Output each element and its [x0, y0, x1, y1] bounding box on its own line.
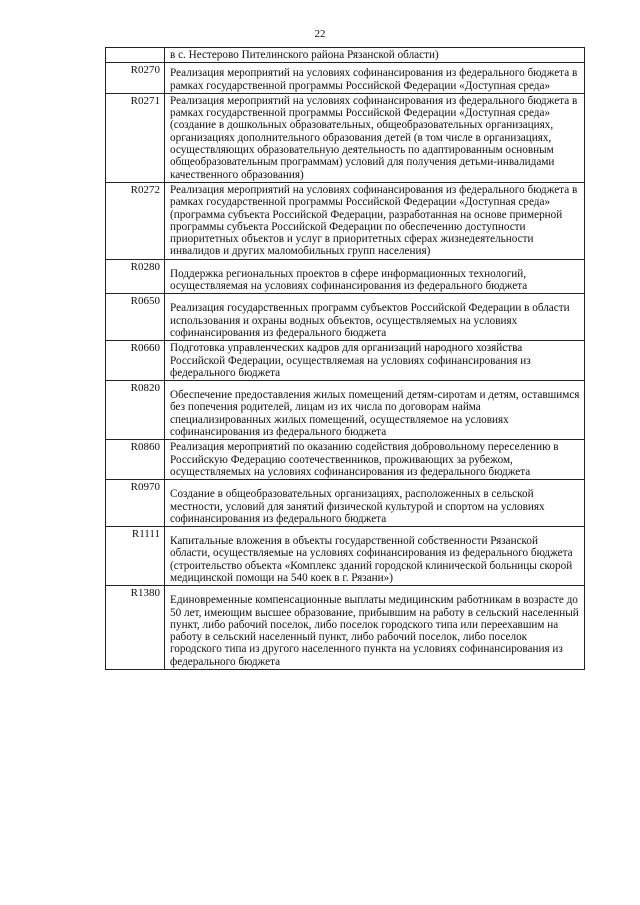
- row-code: R0970: [106, 480, 165, 527]
- table-row: [106, 440, 585, 480]
- table-row: [106, 341, 585, 381]
- row-description: Реализация государственных программ субъектов Российской Федерации в области использования и охраны водных объектов, осуществляемых на условиях софинансирования из федерального бюджета: [165, 294, 585, 341]
- row-code: R0660: [106, 341, 165, 381]
- row-description: Капитальные вложения в объекты государственной собственности Рязанской области, осуществляемые на условиях софинансирования из федерального бюджета (строительство объекта «Комплекс зданий городской клинической больницы скорой медицинской помощи на 540 коек в г. Рязани»): [165, 527, 585, 586]
- row-code: R0270: [106, 63, 165, 94]
- row-description: Реализация мероприятий на условиях софинансирования из федерального бюджета в рамках государственной программы Российской Федерации «Доступная среда» (программа субъекта Российской Федерации, разработанная на основе примерной программы субъекта Российской Федерации по обеспечению доступности приоритетных объектов и услуг в приоритетных сферах жизнедеятельности инвалидов и других маломобильных групп населения): [165, 182, 585, 259]
- row-code: R0280: [106, 259, 165, 294]
- row-description: Реализация мероприятий по оказанию содействия добровольному переселению в Российскую Федерацию соотечественников, проживающих за рубежом, осуществляемых на условиях софинансирования из федерального бюджета: [165, 440, 585, 480]
- row-code: R0820: [106, 381, 165, 440]
- page-number: 22: [314, 28, 326, 40]
- row-code: R0860: [106, 440, 165, 480]
- table-row: [106, 259, 585, 294]
- row-description: в с. Нестерово Пителинского района Рязанской области): [165, 48, 585, 63]
- row-description: Подготовка управленческих кадров для организаций народного хозяйства Российской Федерации, осуществляемая на условиях софинансирования из федерального бюджета: [165, 341, 585, 381]
- table-row: [106, 480, 585, 527]
- row-description: Создание в общеобразовательных организациях, расположенных в сельской местности, условий для занятий физической культурой и спортом на условиях софинансирования из федерального бюджета: [165, 480, 585, 527]
- budget-codes-table: [105, 47, 585, 670]
- row-code: R0272: [106, 182, 165, 259]
- row-code: R1380: [106, 586, 165, 670]
- table-row: [106, 93, 585, 182]
- row-code: R0650: [106, 294, 165, 341]
- row-code: [106, 48, 165, 63]
- row-description: Реализация мероприятий на условиях софинансирования из федерального бюджета в рамках государственной программы Российской Федерации «Доступная среда» (создание в дошкольных образовательных, общеобразовательных организациях, организациях дополнительного образования детей (в том числе в организациях, осуществляющих образовательную деятельность по адаптированным основным общеобразовательным программам) условий для получения детьми-инвалидами качественного образования): [165, 93, 585, 182]
- row-description: Реализация мероприятий на условиях софинансирования из федерального бюджета в рамках государственной программы Российской Федерации «Доступная среда»: [165, 63, 585, 94]
- row-code: R0271: [106, 93, 165, 182]
- row-description: Обеспечение предоставления жилых помещений детям-сиротам и детям, оставшимся без попечения родителей, лицам из их числа по договорам найма специализированных жилых помещений, осуществляемое на условиях софинансирования из федерального бюджета: [165, 381, 585, 440]
- table-row: [106, 48, 585, 63]
- table-row: [106, 294, 585, 341]
- table-row: [106, 586, 585, 670]
- row-code: R1111: [106, 527, 165, 586]
- row-description: Поддержка региональных проектов в сфере информационных технологий, осуществляемая на условиях софинансирования из федерального бюджета: [165, 259, 585, 294]
- table-row: [106, 63, 585, 94]
- table-row: [106, 527, 585, 586]
- table-row: [106, 182, 585, 259]
- table-row: [106, 381, 585, 440]
- row-description: Единовременные компенсационные выплаты медицинским работникам в возрасте до 50 лет, имеющим высшее образование, прибывшим на работу в сельский населенный пункт, либо рабочий поселок, либо поселок городского типа или переехавшим на работу в сельский населенный пункт, либо рабочий поселок, либо поселок городского типа из другого населенного пункта на условиях софинансирования из федерального бюджета: [165, 586, 585, 670]
